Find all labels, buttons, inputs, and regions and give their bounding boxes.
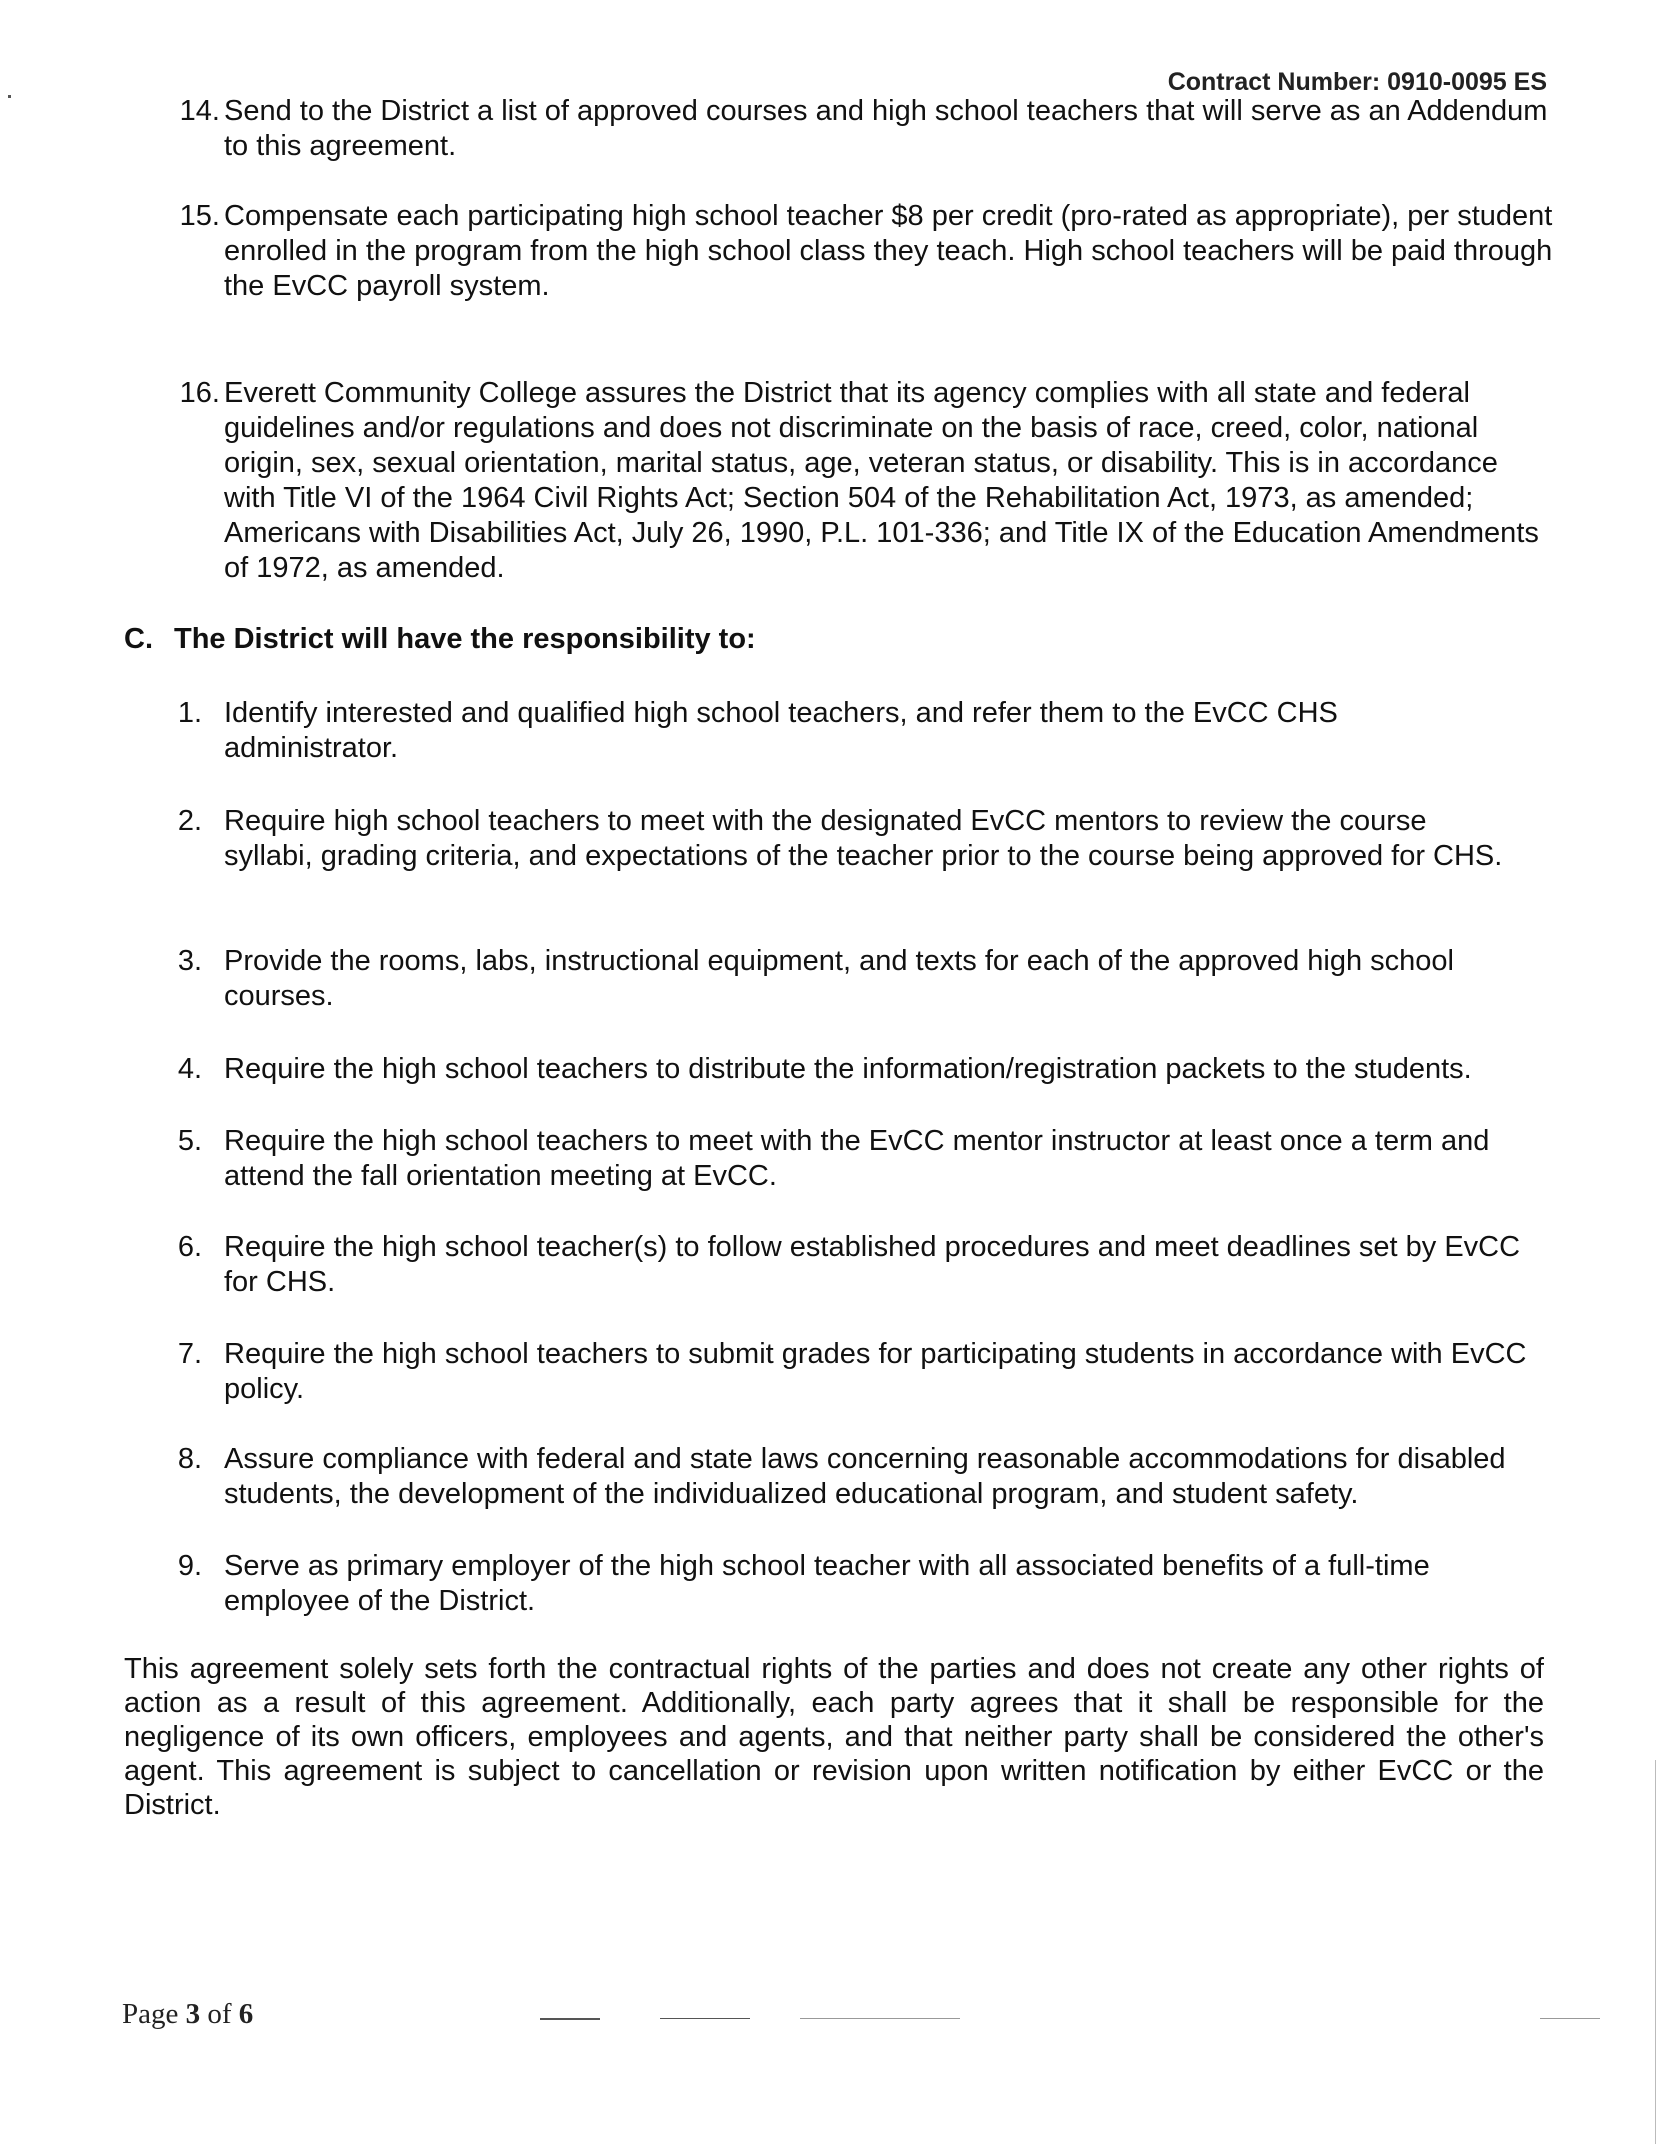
scan-line-artifact bbox=[800, 2018, 960, 2019]
item-text: Require the high school teachers to distribute the information/registration packets to the students. bbox=[224, 1053, 1472, 1085]
closing-paragraph: This agreement solely sets forth the contractual rights of the parties and does not create any other rights of action as a result of this agreement. Additionally, each party agrees that it shall be responsible for the negligence of its own officers, employees and agents, and that neither party shall be considered the other's agent. This agreement is subject to cancellation or revision upon written notification by either EvCC or the District. bbox=[124, 1653, 1544, 1821]
item-text: Assure compliance with federal and state laws concerning reasonable accommodations for disabled students, the development of the individualized educational program, and student safety. bbox=[224, 1443, 1506, 1510]
scan-line-artifact bbox=[540, 2018, 600, 2020]
page-footer bbox=[122, 1998, 253, 2031]
item-number: 2. bbox=[177, 805, 202, 837]
item-number: 4. bbox=[177, 1053, 202, 1085]
scan-line-artifact bbox=[660, 2018, 750, 2019]
item-number: 15. bbox=[179, 200, 220, 232]
page-total: 6 bbox=[238, 1998, 254, 2030]
page-label: Page bbox=[122, 1998, 179, 2030]
page-current: 3 bbox=[185, 1998, 201, 2030]
item-number: 16. bbox=[179, 377, 220, 409]
item-text: Identify interested and qualified high school teachers, and refer them to the EvCC CHS administrator. bbox=[224, 697, 1338, 764]
scan-speck bbox=[8, 95, 11, 98]
item-text: Compensate each participating high school teacher $8 per credit (pro-rated as appropriate), per student enrolled in the program from the high school class they teach. High school teachers will be paid through the EvCC payroll system. bbox=[224, 200, 1553, 302]
item-text: Require the high school teachers to meet with the EvCC mentor instructor at least once a term and attend the fall orientation meeting at EvCC. bbox=[224, 1125, 1490, 1192]
scan-edge-artifact bbox=[1655, 1760, 1656, 2144]
item-number: 8. bbox=[177, 1443, 202, 1475]
item-number: 5. bbox=[177, 1125, 202, 1157]
item-text: Send to the District a list of approved courses and high school teachers that will serve as an Addendum to this agreement. bbox=[224, 95, 1548, 162]
item-number: 6. bbox=[177, 1231, 202, 1263]
item-number: 9. bbox=[177, 1550, 202, 1582]
item-number: 1. bbox=[177, 697, 202, 729]
scan-line-artifact bbox=[1540, 2018, 1600, 2019]
item-text: Require the high school teachers to submit grades for participating students in accordance with EvCC policy. bbox=[224, 1338, 1527, 1405]
item-number: 7. bbox=[177, 1338, 202, 1370]
item-text: Everett Community College assures the District that its agency complies with all state and federal guidelines and/or regulations and does not discriminate on the basis of race, creed, color, national origin, sex, sexual orientation, marital status, age, veteran status, or disability. This is in accordance with Title VI of the 1964 Civil Rights Act; Section 504 of the Rehabilitation Act, 1973, as amended; Americans with Disabilities Act, July 26, 1990, P.L. 101-336; and Title IX of the Education Amendments of 1972, as amended. bbox=[224, 377, 1539, 584]
item-number: 14. bbox=[179, 95, 220, 127]
section-title: The District will have the responsibility to: bbox=[174, 623, 756, 655]
item-number: 3. bbox=[177, 945, 202, 977]
item-text: Require the high school teacher(s) to follow established procedures and meet deadlines set by EvCC for CHS. bbox=[224, 1231, 1521, 1298]
item-text: Require high school teachers to meet with the designated EvCC mentors to review the course syllabi, grading criteria, and expectations of the teacher prior to the course being approved for CHS. bbox=[224, 805, 1503, 872]
contract-number: Contract Number: 0910-0095 ES bbox=[1167, 68, 1547, 96]
section-letter: C. bbox=[124, 623, 153, 655]
item-text: Serve as primary employer of the high school teacher with all associated benefits of a full-time employee of the District. bbox=[224, 1550, 1430, 1617]
item-text: Provide the rooms, labs, instructional equipment, and texts for each of the approved high school courses. bbox=[224, 945, 1454, 1012]
page-of: of bbox=[207, 1998, 232, 2030]
